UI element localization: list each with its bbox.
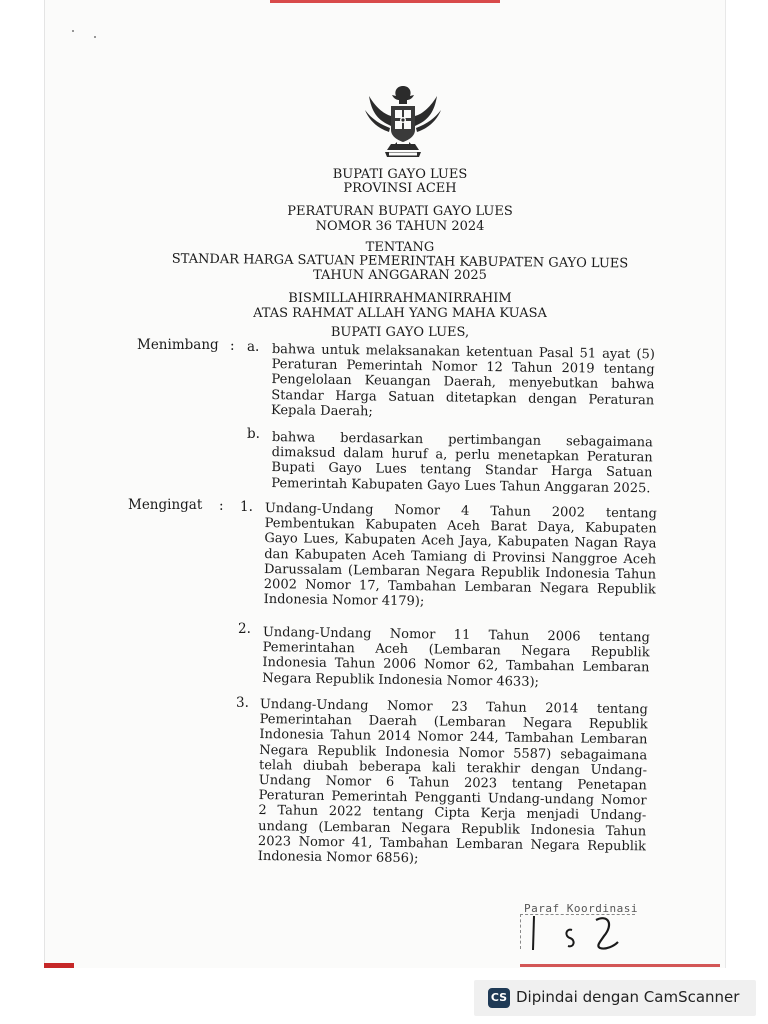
handwritten-initials-icon [520, 910, 638, 956]
tentang-label: TENTANG [365, 240, 435, 255]
menimbang-item-text: bahwa berdasarkan pertimbangan sebagaimana dimaksud dalam huruf a, perlu menetapkan Peraturan Bupati Gayo Lues tentang Standar Harga Satuan Pemerintah Kabupaten Gayo Lues Tahun Anggaran 2025. [271, 430, 653, 496]
camscanner-watermark [474, 980, 756, 1016]
mengingat-item-text: Undang-Undang Nomor 4 Tahun 2002 tentang Pembentukan Kabupaten Aceh Barat Daya, Kabupaten Gayo Lues, Kabupaten Aceh Jaya, Kabupaten Nagan Raya dan Kabupaten Aceh Tamiang di Provinsi Nanggroe Aceh Darussalam (Lembaran Negara Republik Indonesia Tahun 2002 Nomor 17, Tambahan Lembaran Negara Republik Indonesia Nomor 4179); [263, 501, 657, 610]
watermark-text: Dipindai dengan CamScanner [516, 988, 740, 1006]
mengingat-item-mark: 1. [240, 499, 253, 515]
bottom-edge-line [520, 964, 720, 967]
regulation-subject: STANDAR HARGA SATUAN PEMERINTAH KABUPATEN GAYO LUES [171, 251, 629, 272]
menimbang-item-mark: b. [247, 426, 260, 442]
header-bupati: BUPATI GAYO LUES [332, 167, 468, 182]
garuda-emblem-icon [361, 80, 445, 160]
bismillah: BISMILLAHIRRAHMANIRRAHIM [288, 291, 512, 306]
regulation-number: NOMOR 36 TAHUN 2024 [315, 219, 485, 234]
paraf-stamp [520, 900, 638, 952]
blessing-line: ATAS RAHMAT ALLAH YANG MAHA KUASA [253, 306, 547, 321]
mengingat-colon: : [219, 498, 224, 514]
menimbang-item-text: bahwa untuk melaksanakan ketentuan Pasal 51 ayat (5) Peraturan Pemerintah Nomor 12 Tahun 2019 tentang Pengelolaan Keuangan Daerah, menyebutkan bahwa Standar Harga Satuan ditetapkan dengan Peraturan Kepala Daerah; [270, 342, 655, 420]
header-provinsi: PROVINSI ACEH [343, 181, 457, 196]
camscanner-logo-icon: CS [488, 988, 510, 1008]
top-edge-line [270, 0, 500, 3]
mengingat-item-mark: 3. [236, 695, 249, 711]
fiscal-year: TAHUN ANGGARAN 2025 [313, 268, 487, 283]
stamp-label: Paraf Koordinasi [524, 902, 638, 915]
scan-speck [72, 30, 74, 32]
bottom-edge-mark [44, 963, 74, 968]
scan-speck [94, 36, 96, 38]
regulation-title: PERATURAN BUPATI GAYO LUES [287, 204, 513, 219]
authority-line: BUPATI GAYO LUES, [330, 325, 470, 340]
menimbang-item-mark: a. [247, 339, 260, 355]
mengingat-item-mark: 2. [238, 621, 251, 637]
mengingat-item-text: Undang-Undang Nomor 11 Tahun 2006 tentang Pemerintahan Aceh (Lembaran Negara Republik Indonesia Tahun 2006 Nomor 62, Tambahan Lembaran Negara Republik Indonesia Nomor 4633); [262, 625, 650, 690]
menimbang-label: Menimbang [137, 337, 219, 353]
menimbang-colon: : [230, 338, 235, 354]
mengingat-label: Mengingat [128, 497, 203, 513]
mengingat-item-text: Undang-Undang Nomor 23 Tahun 2014 tentang Pemerintahan Daerah (Lembaran Negara Republik Indonesia Tahun 2014 Nomor 244, Tambahan Lembaran Negara Republik Indonesia Nomor 5587) sebagaimana telah diubah beberapa kali terakhir dengan Undang-Undang Nomor 6 Tahun 2023 tentang Penetapan Peraturan Pemerintah Pengganti Undang-undang Nomor 2 Tahun 2022 tentang Cipta Kerja menjadi Undang-undang (Lembaran Negara Republik Indonesia Tahun 2023 Nomor 41, Tambahan Lembaran Negara Republik Indonesia Nomor 6856); [257, 697, 648, 867]
